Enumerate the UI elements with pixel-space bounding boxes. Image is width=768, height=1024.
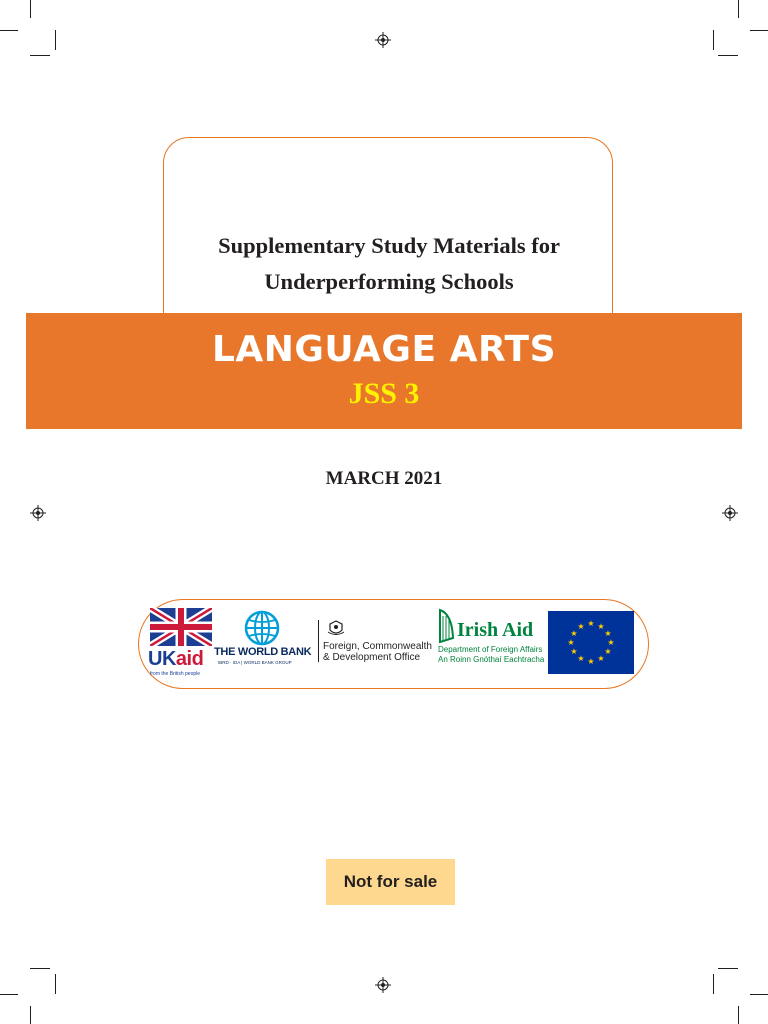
- subject-title: LANGUAGE ARTS: [211, 329, 557, 370]
- crop-mark: [738, 1006, 739, 1024]
- fcdo-line: & Development Office: [323, 652, 421, 663]
- title-band: [26, 313, 742, 429]
- crop-mark: [55, 974, 56, 994]
- document-subtitle: [163, 228, 615, 300]
- subtitle-line: Supplementary Study Materials for: [218, 233, 560, 258]
- crop-mark: [738, 0, 739, 18]
- svg-text:★: ★: [570, 647, 578, 656]
- world-bank-globe-icon: [244, 610, 280, 646]
- crop-mark: [0, 30, 18, 31]
- svg-text:★: ★: [607, 638, 615, 647]
- not-for-sale-badge: Not for sale: [326, 859, 455, 905]
- svg-text:★: ★: [577, 622, 585, 631]
- irish-aid-line: An Roinn Gnóthaí Eachtracha: [438, 655, 545, 664]
- crop-mark: [30, 1006, 31, 1024]
- svg-text:★: ★: [597, 622, 605, 631]
- publication-date: MARCH 2021: [325, 468, 443, 489]
- fcdo-divider: [318, 620, 319, 662]
- crop-mark: [750, 30, 768, 31]
- harp-icon: [436, 608, 456, 644]
- crop-mark: [750, 994, 768, 995]
- crop-mark: [718, 968, 738, 969]
- irish-aid-department: [438, 645, 544, 665]
- class-level: JSS 3: [348, 377, 420, 410]
- registration-mark-icon: [375, 32, 391, 48]
- crop-mark: [713, 974, 714, 994]
- world-bank-subline: IBRD · IDA | WORLD BANK GROUP: [218, 660, 292, 665]
- ukaid-aid: aid: [175, 648, 204, 670]
- ukaid-wordmark: [148, 648, 203, 671]
- svg-text:★: ★: [604, 647, 612, 656]
- registration-mark-icon: [30, 505, 46, 521]
- crop-mark: [30, 0, 31, 18]
- crop-mark: [713, 30, 714, 50]
- svg-text:★: ★: [570, 629, 578, 638]
- crop-mark: [55, 30, 56, 50]
- crop-mark: [30, 968, 50, 969]
- subtitle-line: Underperforming Schools: [264, 269, 514, 294]
- crop-mark: [30, 55, 50, 56]
- fcdo-name: [323, 641, 432, 663]
- royal-crest-icon: [326, 618, 346, 638]
- svg-text:★: ★: [577, 654, 585, 663]
- svg-text:★: ★: [587, 657, 595, 666]
- svg-text:★: ★: [587, 619, 595, 628]
- crop-mark: [718, 55, 738, 56]
- ukaid-uk: UK: [148, 648, 176, 670]
- svg-text:★: ★: [567, 638, 575, 647]
- fcdo-line: Foreign, Commonwealth: [323, 641, 432, 652]
- world-bank-name: THE WORLD BANK: [214, 646, 312, 658]
- irish-aid-name: Irish Aid: [457, 619, 534, 641]
- irish-aid-line: Department of Foreign Affairs: [438, 645, 543, 654]
- union-jack-icon: [150, 608, 212, 646]
- registration-mark-icon: [722, 505, 738, 521]
- svg-text:★: ★: [604, 629, 612, 638]
- ukaid-tagline: from the British people: [150, 671, 201, 677]
- registration-mark-icon: [375, 977, 391, 993]
- eu-flag-icon: [548, 611, 634, 674]
- svg-text:★: ★: [597, 654, 605, 663]
- crop-mark: [0, 994, 18, 995]
